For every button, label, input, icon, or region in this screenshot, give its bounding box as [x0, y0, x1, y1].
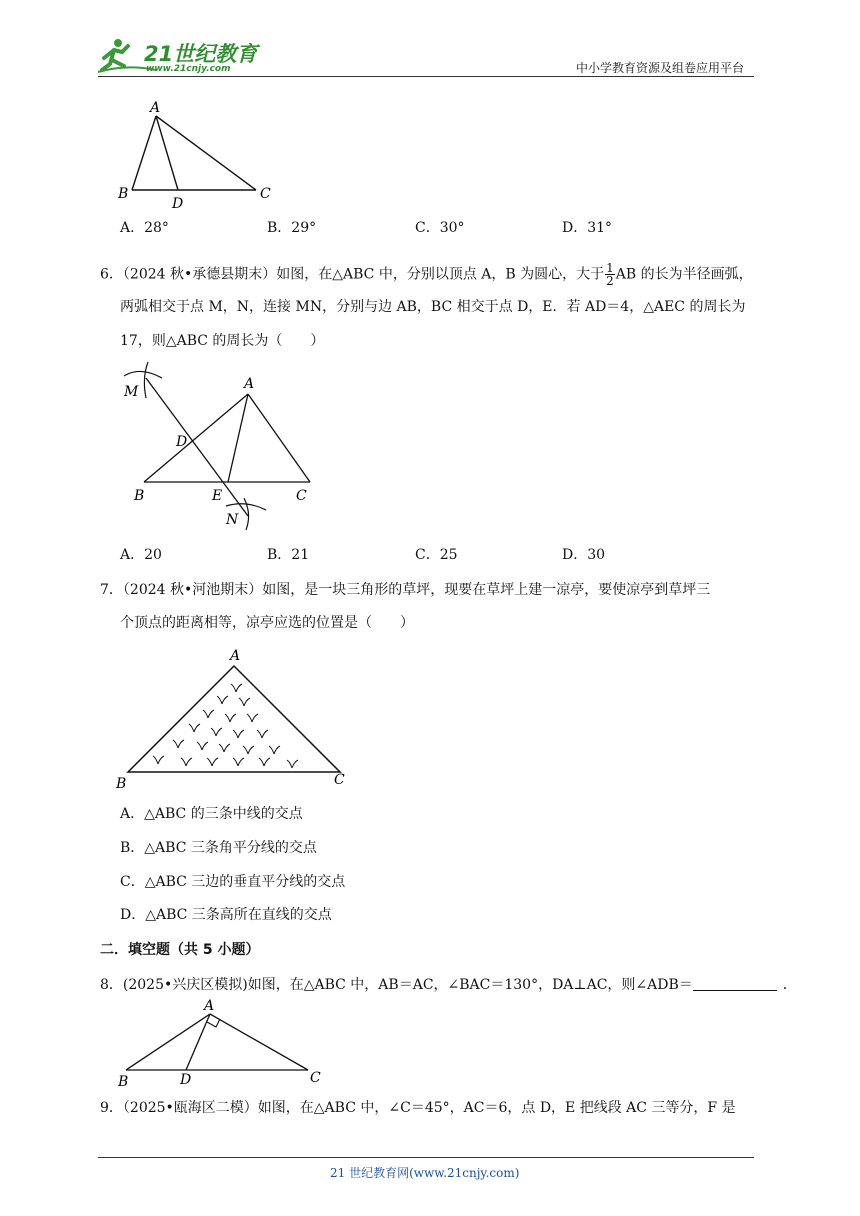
q5-option-d: D．31°	[562, 220, 613, 236]
header-rule	[98, 76, 754, 77]
logo-text: 21世纪教育	[144, 42, 258, 66]
fig-q6-label-m: M	[124, 384, 139, 400]
q5-option-b: B．29°	[267, 220, 317, 236]
q7-option-d: D．△ABC 三条高所在直线的交点	[120, 907, 332, 923]
q7-option-a: A．△ABC 的三条中线的交点	[120, 806, 303, 822]
fig-q5-label-b: B	[118, 186, 129, 202]
fig-q6-label-b: B	[134, 488, 145, 504]
fig-q6-label-e: E	[212, 488, 223, 504]
fig-q5-line-ab	[132, 116, 156, 190]
q8-end: ．	[782, 977, 797, 993]
figure-q7	[112, 644, 352, 790]
fig-q7-label-c: C	[334, 772, 345, 788]
figure-q8	[112, 996, 328, 1090]
figure-q6	[116, 358, 326, 536]
q6-option-d: D．30	[562, 547, 606, 563]
q8-text: 8．(2025•兴庆区模拟)如图，在△ABC 中，AB＝AC，∠BAC＝130°，DA⊥AC，则∠ADB＝	[100, 977, 693, 993]
fig-q8-label-b: B	[118, 1074, 129, 1090]
q8-line	[100, 975, 797, 995]
logo-url: www.21cnjy.com	[146, 64, 231, 74]
fig-q5-line-ad	[156, 116, 178, 190]
fig-q7-label-b: B	[116, 776, 127, 790]
q6-line-3: 17，则△ABC 的周长为（ ）	[120, 333, 325, 349]
figure-q5	[110, 98, 280, 210]
fraction-numerator: 1	[606, 261, 614, 275]
fig-q7-label-a: A	[230, 648, 241, 664]
fraction-one-half	[605, 262, 615, 287]
fig-q5-label-c: C	[260, 186, 271, 202]
fig-q5-label-d: D	[172, 196, 184, 210]
q6-option-c: C．25	[415, 547, 458, 563]
q6-option-b: B．21	[267, 547, 310, 563]
fig-q8-label-d: D	[180, 1072, 192, 1088]
fig-q6-arc-m1	[124, 371, 162, 378]
q8-answer-blank	[693, 976, 777, 991]
q7-line-2: 个顶点的距离相等，凉亭应选的位置是（ ）	[120, 615, 414, 631]
fig-q6-label-c: C	[296, 488, 307, 504]
fig-q8-label-a: A	[204, 998, 215, 1014]
fig-q6-line-ae	[228, 394, 248, 482]
fig-q6-label-d: D	[176, 434, 188, 450]
q7-option-c: C．△ABC 三边的垂直平分线的交点	[120, 874, 346, 890]
section-fill-in-title: 二．填空题（共 5 小题）	[100, 942, 260, 958]
q6-line-1	[100, 262, 753, 287]
q7-line-1: 7．（2024 秋•河池期末）如图，是一块三角形的草坪，现要在草坪上建一凉亭，要使凉亭到草坪三	[100, 582, 711, 598]
fig-q6-arc-n1	[226, 504, 266, 510]
header-right-text: 中小学教育资源及组卷应用平台	[576, 61, 745, 75]
fig-q6-label-a: A	[244, 376, 255, 392]
fig-q6-label-n: N	[226, 512, 239, 528]
fig-q8-line-ac	[210, 1014, 308, 1070]
header-logo	[96, 36, 256, 76]
fig-q5-line-ac	[156, 116, 256, 190]
fig-q5-label-a: A	[150, 100, 161, 116]
q6-line-1a: 6．（2024 秋•承德县期末）如图，在△ABC 中，分别以顶点 A，B 为圆心，大于	[100, 266, 605, 283]
fig-q7-triangle	[128, 666, 340, 772]
q9-line-1: 9．（2025•瓯海区二模）如图，在△ABC 中，∠C＝45°，AC＝6，点 D，E 把线段 AC 三等分，F 是	[100, 1100, 736, 1116]
right-angle-mark-icon	[207, 1019, 220, 1027]
q5-option-c: C．30°	[415, 220, 465, 236]
q7-option-b: B．△ABC 三条角平分线的交点	[120, 840, 317, 856]
fig-q6-line-ac	[248, 394, 310, 482]
footer-link[interactable]: 21 世纪教育网(www.21cnjy.com)	[330, 1166, 520, 1180]
q6-line-1b: AB 的长为半径画弧，	[615, 266, 753, 283]
footer-rule	[98, 1157, 754, 1158]
fig-q6-line-mn	[146, 378, 248, 516]
fig-q8-label-c: C	[310, 1070, 321, 1086]
q6-line-2: 两弧相交于点 M，N，连接 MN，分别与边 AB，BC 相交于点 D，E．若 AD＝4，△AEC 的周长为	[120, 299, 746, 315]
fig-q6-line-ba	[144, 394, 248, 482]
q5-option-a: A．28°	[120, 220, 169, 236]
fraction-denominator: 2	[606, 274, 614, 288]
q6-option-a: A．20	[120, 547, 162, 563]
